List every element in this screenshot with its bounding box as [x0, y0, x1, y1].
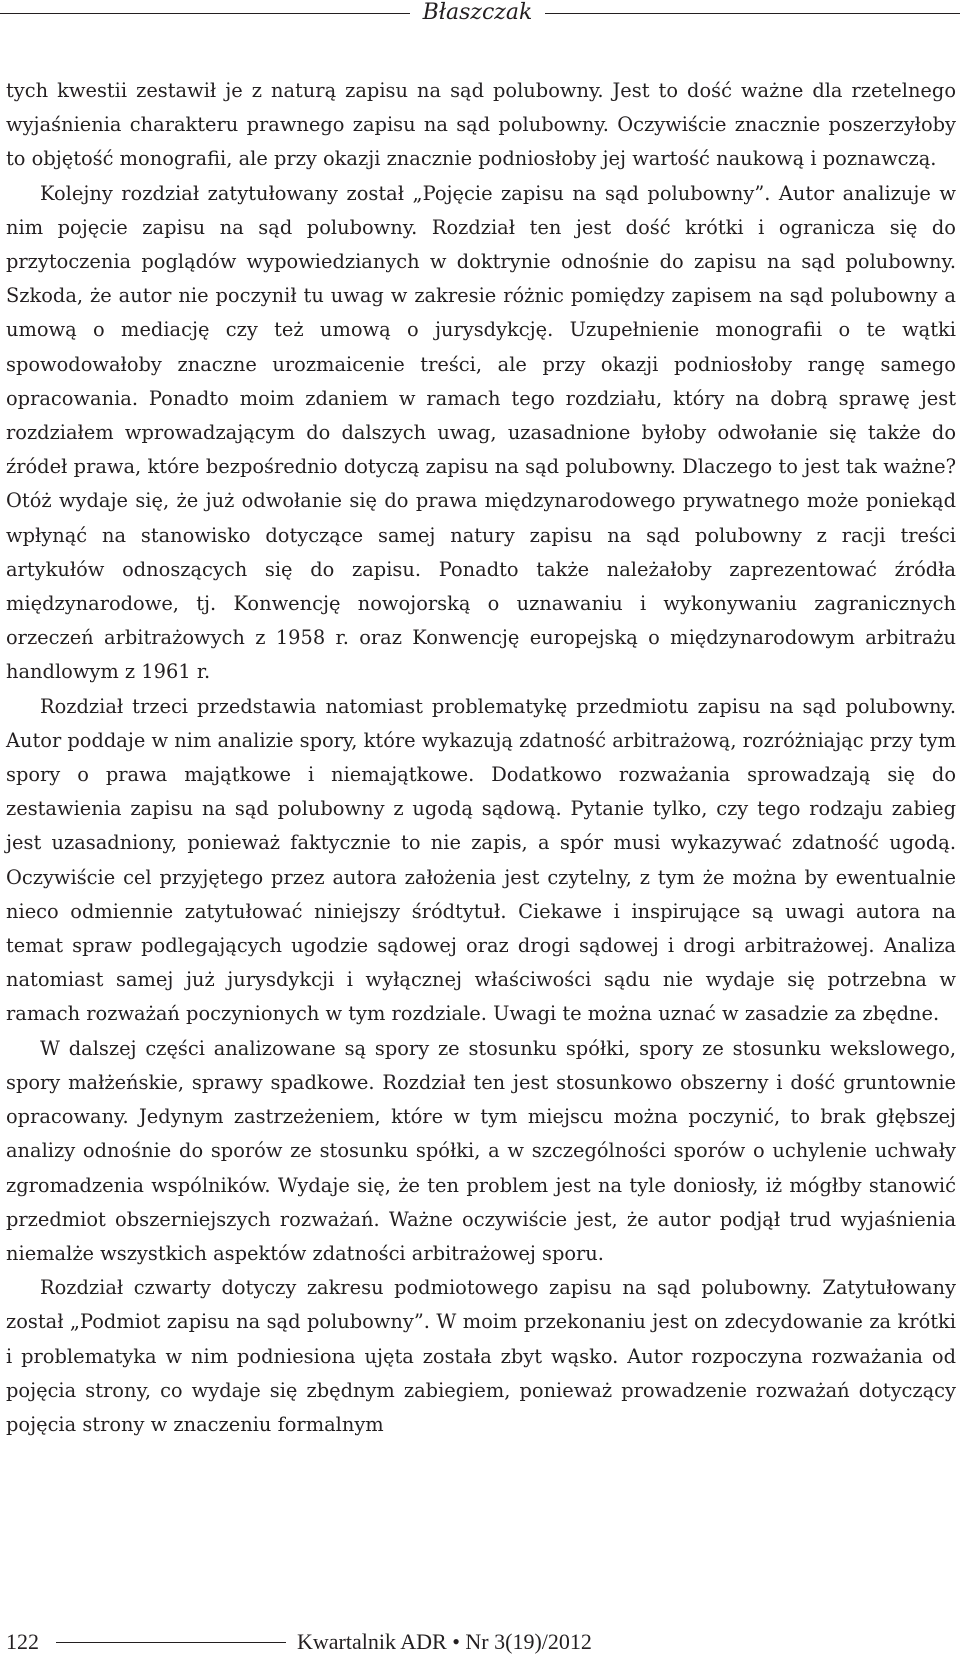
- body-text: [6, 74, 956, 1442]
- header-rule-right: [545, 13, 960, 14]
- page-header: [0, 0, 960, 30]
- paragraph: W dalszej części analizowane są spory ze stosunku spółki, spory ze stosunku wekslowego, spory małżeńskie, sprawy spadkowe. Rozdział ten jest stosunkowo obszerny i dość gruntownie opracowany. Jedynym zastrzeżeniem, które w tym miejscu można poczynić, to brak głębszej analizy odnośnie do sporów ze stosunku spółki, a w szczególności sporów o uchylenie uchwały zgromadzenia wspólników. Wydaje się, że ten problem jest na tyle doniosły, iż mógłby stanowić przedmiot obszerniejszych rozważań. Ważne oczywiście jest, że autor podjął trud wyjaśnienia niemalże wszystkich aspektów zdatności arbitrażowej sporu.: [6, 1036, 956, 1265]
- paragraph: tych kwestii zestawił je z naturą zapisu na sąd polubowny. Jest to dość ważne dla rzetelnego wyjaśnienia charakteru prawnego zapisu na sąd polubowny. Oczywiście znacznie poszerzyłoby to objętość monografii, ale przy okazji znacznie podniosłoby jej wartość naukową i poznawczą.: [6, 79, 956, 171]
- journal-title: Kwartalnik ADR • Nr 3(19)/2012: [297, 1629, 592, 1654]
- header-rule-left: [0, 13, 410, 14]
- paragraph: Kolejny rozdział zatytułowany został „Pojęcie zapisu na sąd polubowny”. Autor analizuje w nim pojęcie zapisu na sąd polubowny. Rozdział ten jest dość krótki i ogranicza się do przytoczenia poglądów wypowiedzianych w doktrynie odnośnie do zapisu na sąd polubowny. Szkoda, że autor nie poczynił tu uwag w zakresie różnic pomiędzy zapisem na sąd polubowny a umową o mediację czy też umową o jurysdykcję. Uzupełnienie monografii o te wątki spowodowałoby znaczne urozmaicenie treści, ale przy okazji podniosłoby rangę samego opracowania. Ponadto moim zdaniem w ramach tego rozdziału, który na dobrą sprawę jest rozdziałem wprowadzającym do dalszych uwag, uzasadnione byłoby odwołanie się także do źródeł prawa, które bezpośrednio dotyczą zapisu na sąd polubowny. Dlaczego to jest tak ważne? Otóż wydaje się, że już odwołanie się do prawa międzynarodowego prywatnego może poniekąd wpłynąć na stanowisko dotyczące samej natury zapisu na sąd polubowny z racji treści artykułów odnoszących się do zapisu. Ponadto także należałoby zaprezentować źródła międzynarodowe, tj. Konwencję nowojorską o uznawaniu i wykonywaniu zagranicznych orzeczeń arbitrażowych z 1958 r. oraz Konwencję europejską o międzynarodowym arbitrażu handlowym z 1961 r.: [6, 181, 956, 684]
- paragraph: Rozdział czwarty dotyczy zakresu podmiotowego zapisu na sąd polubowny. Zatytułowany został „Podmiot zapisu na sąd polubowny”. W moim przekonaniu jest on zdecydowanie za krótki i problematyka w nim podniesiona ujęta została zbyt wąsko. Autor rozpoczyna rozważania od pojęcia strony, co wydaje się zbędnym zabiegiem, ponieważ prowadzenie rozważań dotyczący pojęcia strony w znaczeniu formalnym: [6, 1276, 956, 1436]
- page-footer: [0, 1628, 960, 1657]
- page-number: 122: [6, 1629, 39, 1654]
- running-head: Błaszczak: [422, 0, 533, 25]
- paragraph: Rozdział trzeci przedstawia natomiast problematykę przedmiotu zapisu na sąd polubowny. Autor poddaje w nim analizie spory, które wykazują zdatność arbitrażową, rozróżniając przy tym spory o prawa majątkowe i niemajątkowe. Dodatkowo rozważania sprowadzają się do zestawienia zapisu na sąd polubowny z ugodą sądową. Pytanie tylko, czy tego rodzaju zabieg jest uzasadniony, ponieważ faktycznie to nie zapis, a spór musi wykazywać zdatność ugodą. Oczywiście cel przyjętego przez autora założenia jest czytelny, z tym że można by ewentualnie nieco odmiennie zatytułować niniejszy śródtytuł. Ciekawe i inspirujące są uwagi autora na temat spraw podlegających ugodzie sądowej oraz drogi sądowej i drogi arbitrażowej. Analiza natomiast samej już jurysdykcji i wyłącznej właściwości sądu nie wydaje się potrzebna w ramach rozważań poczynionych w tym rozdziale. Uwagi te można uznać w zasadzie za zbędne.: [6, 694, 956, 1026]
- footer-rule: [56, 1642, 286, 1643]
